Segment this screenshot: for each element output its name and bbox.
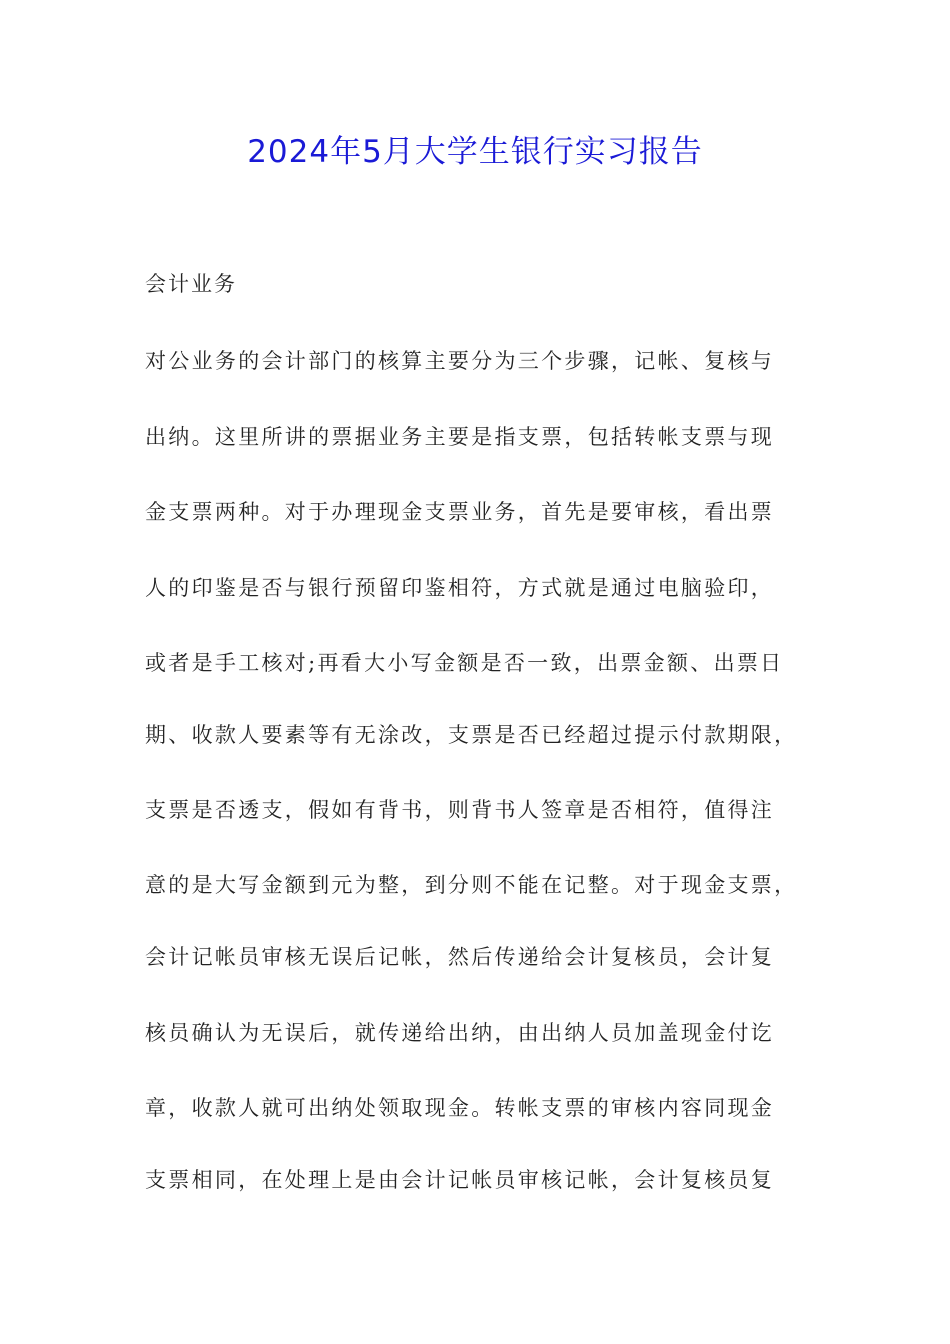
paragraph-line: 对公业务的会计部门的核算主要分为三个步骤，记帐、复核与 — [145, 349, 775, 373]
paragraph-line: 支票相同，在处理上是由会计记帐员审核记帐，会计复核员复 — [145, 1168, 775, 1192]
paragraph-line: 出纳。这里所讲的票据业务主要是指支票，包括转帐支票与现 — [145, 425, 775, 449]
paragraph-line: 章，收款人就可出纳处领取现金。转帐支票的审核内容同现金 — [145, 1096, 775, 1120]
paragraph-line: 核员确认为无误后，就传递给出纳，由出纳人员加盖现金付讫 — [145, 1021, 775, 1045]
document-title: 2024年5月大学生银行实习报告 — [247, 134, 703, 170]
paragraph-line: 或者是手工核对;再看大小写金额是否一致，出票金额、出票日 — [145, 651, 784, 675]
paragraph-line: 意的是大写金额到元为整，到分则不能在记整。对于现金支票， — [145, 873, 798, 897]
paragraph-line: 人的印鉴是否与银行预留印鉴相符，方式就是通过电脑验印， — [145, 576, 775, 600]
section-heading: 会计业务 — [145, 272, 237, 296]
paragraph-line: 期、收款人要素等有无涂改，支票是否已经超过提示付款期限， — [145, 723, 798, 747]
paragraph-line: 金支票两种。对于办理现金支票业务，首先是要审核，看出票 — [145, 500, 775, 524]
paragraph-line: 会计记帐员审核无误后记帐，然后传递给会计复核员，会计复 — [145, 945, 775, 969]
paragraph-line: 支票是否透支，假如有背书，则背书人签章是否相符，值得注 — [145, 798, 775, 822]
